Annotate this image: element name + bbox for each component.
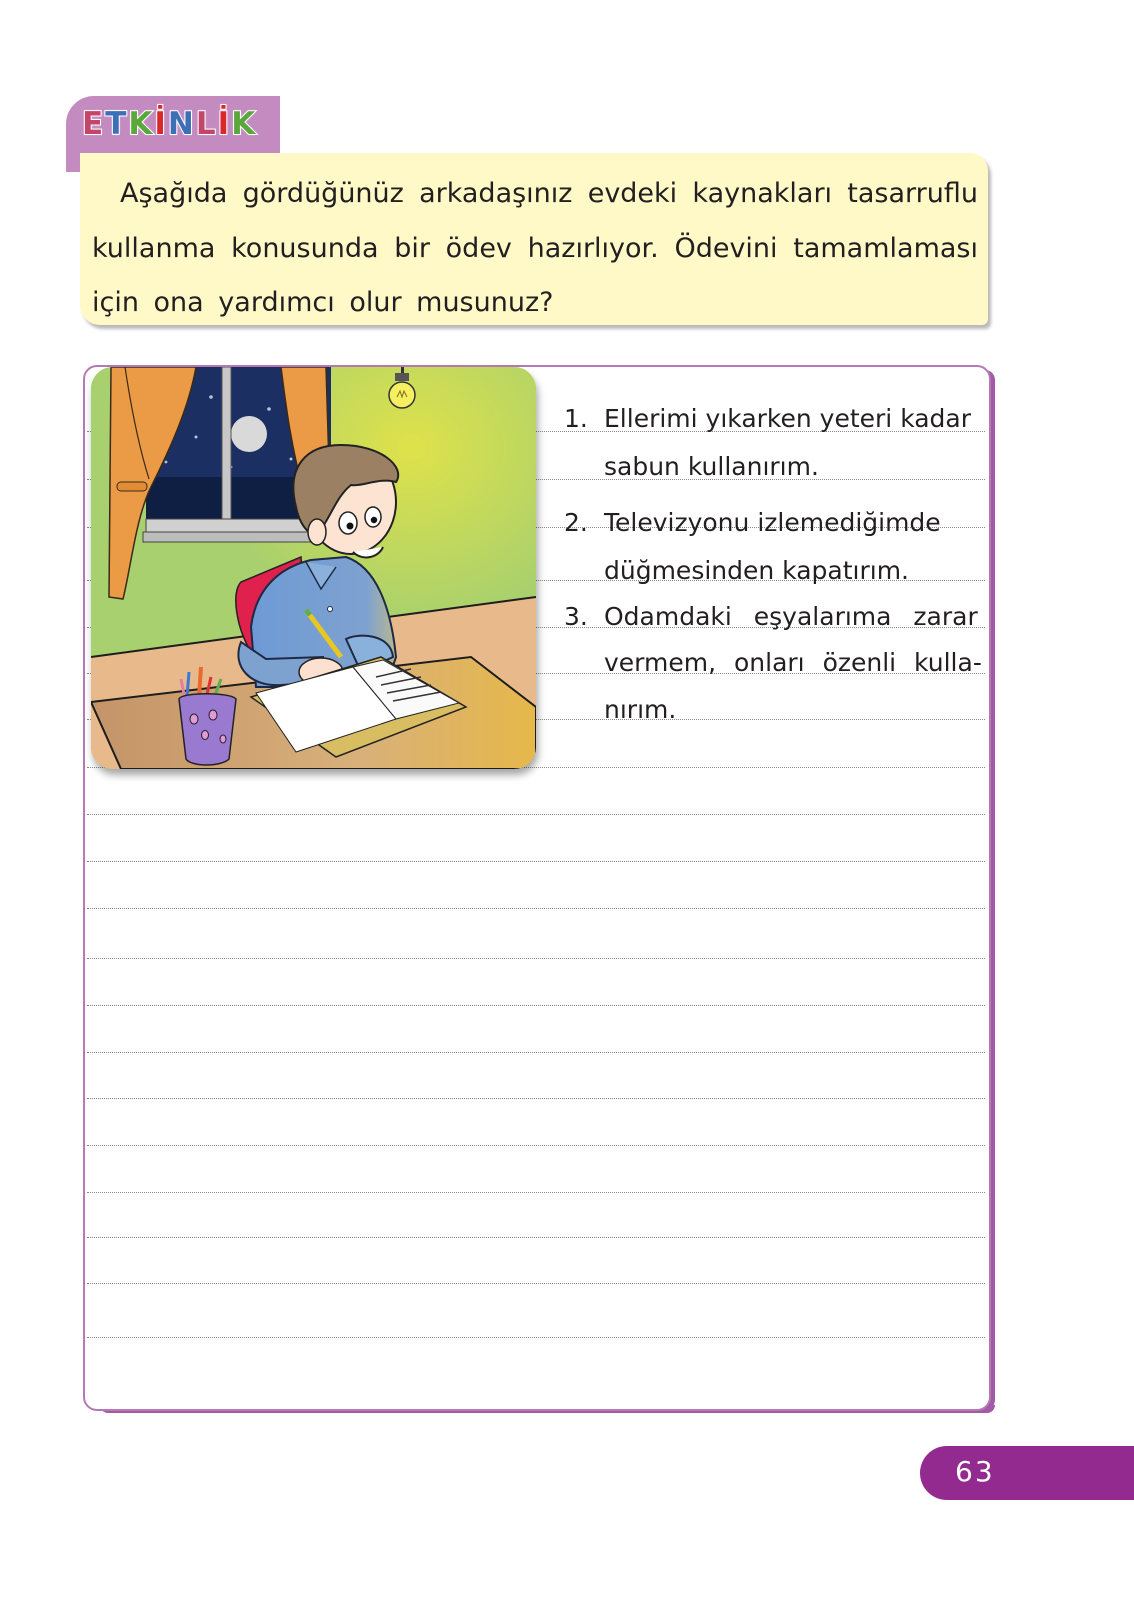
item-line: düğmesinden kapatırım. (604, 556, 909, 585)
instruction-text: Aşağıda gördüğünüz arkadaşınız evdeki kaynakları tasarruflu kullanma konusunda bir ödev hazırlıyor. Ödevini tamamlaması için ona yardımcı olur musunuz? (92, 178, 978, 318)
item-line: Odamdaki eşyalarıma zarar (604, 602, 978, 631)
instruction-box (80, 153, 988, 325)
tab-letter: N (167, 106, 195, 142)
item-line: Ellerimi yıkarken yeteri kadar (604, 404, 972, 433)
writing-line[interactable] (87, 1337, 985, 1338)
tab-letter: L (195, 106, 217, 142)
page-number: 63 (955, 1455, 995, 1488)
tab-letter: İ (154, 106, 167, 142)
writing-line[interactable] (87, 1145, 985, 1146)
writing-line[interactable] (87, 908, 985, 909)
item-line: nırım. (604, 695, 677, 724)
writing-line[interactable] (87, 861, 985, 862)
item-line: vermem, onları özenli kulla- (604, 648, 982, 677)
writing-line[interactable] (87, 1237, 985, 1238)
writing-line[interactable] (87, 958, 985, 959)
item-number: 1. (564, 404, 588, 433)
tab-letter: E (82, 106, 105, 142)
tab-letter: K (231, 106, 257, 142)
writing-line[interactable] (87, 1052, 985, 1053)
tab-letter: İ (217, 106, 231, 142)
writing-line[interactable] (87, 1283, 985, 1284)
writing-line[interactable] (87, 1192, 985, 1193)
item-line: Televizyonu izlemediğimde (604, 508, 941, 537)
boy-doing-homework-image (91, 367, 536, 769)
tab-letter: K (128, 106, 154, 142)
writing-line[interactable] (87, 1005, 985, 1006)
homework-illustration (91, 367, 536, 769)
writing-line[interactable] (87, 814, 985, 815)
writing-line[interactable] (87, 1098, 985, 1099)
activity-title (82, 106, 256, 142)
tab-letter: T (105, 106, 128, 142)
item-number: 2. (564, 508, 588, 537)
item-line: sabun kullanırım. (604, 452, 819, 481)
page-number-badge (920, 1446, 1134, 1500)
item-number: 3. (564, 602, 588, 631)
